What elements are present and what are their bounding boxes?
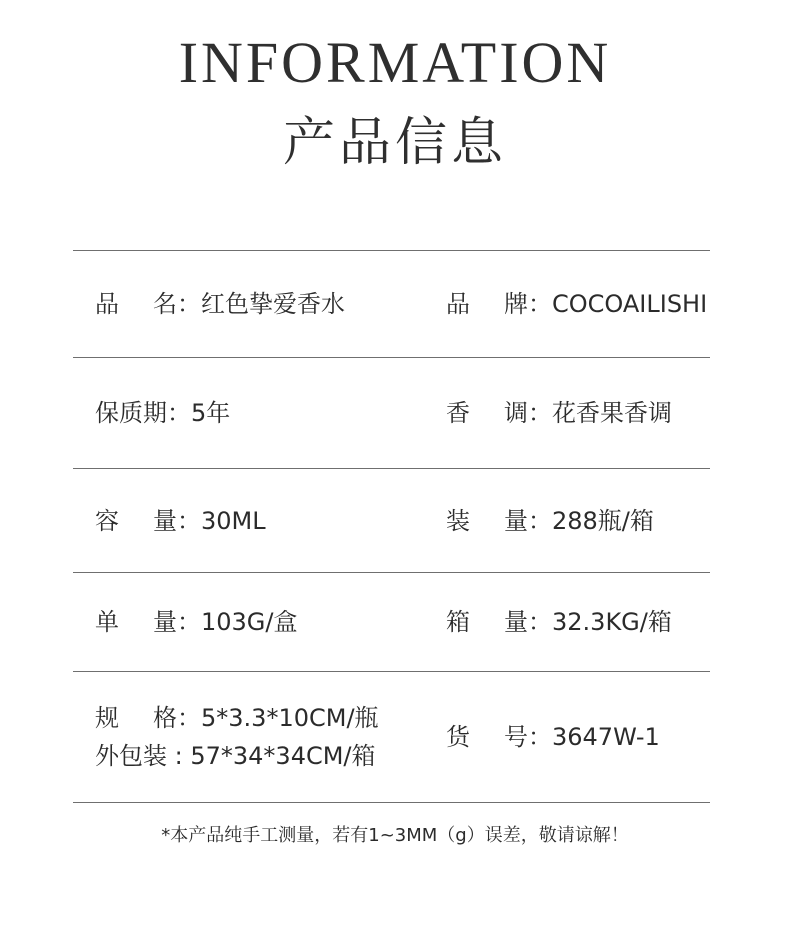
specification-value: 5*3.3*10CM/瓶: [201, 704, 379, 732]
label-char: 品: [95, 290, 119, 318]
label-char: 量: [504, 608, 528, 636]
scent-notes-value: 花香果香调: [552, 399, 672, 427]
label-char: 规: [95, 704, 119, 732]
volume-field: [95, 469, 266, 572]
brand-field: [446, 251, 707, 357]
colon: ：: [177, 704, 201, 732]
label-char: 品: [446, 290, 470, 318]
colon: ：: [528, 506, 552, 535]
item-number-label: [446, 718, 528, 756]
brand-label: [446, 285, 528, 323]
label-char: 调: [504, 399, 528, 427]
shelf-life-value: 5年: [191, 399, 231, 427]
colon: ：: [177, 608, 201, 636]
info-row-volume-packing: [73, 469, 710, 572]
measurement-disclaimer: *本产品纯手工测量，若有1~3MM（g）误差，敬请谅解！: [161, 825, 629, 846]
page-title-chinese: 产品信息: [282, 113, 507, 173]
colon: ：: [167, 399, 191, 427]
label-char: 香: [446, 399, 470, 427]
box-weight-field: [446, 573, 672, 671]
colon: ：: [528, 399, 552, 427]
unit-weight-value: 103G/盒: [201, 608, 298, 636]
label-char: 量: [153, 506, 177, 535]
colon: ：: [528, 723, 552, 751]
product-name-label: [95, 285, 177, 323]
label-char: 装: [446, 506, 470, 535]
page-title-english: INFORMATION: [178, 30, 612, 95]
divider: [73, 802, 710, 803]
label-char: 号: [504, 723, 528, 751]
volume-label: [95, 502, 177, 540]
product-name-field: [95, 251, 345, 357]
specification-field: [95, 672, 379, 802]
label-char: 货: [446, 723, 470, 751]
specification-label: [95, 699, 177, 737]
label-char: 量: [153, 608, 177, 636]
colon: ：: [528, 608, 552, 636]
info-row-spec-item-no: [73, 672, 710, 802]
product-name-value: 红色挚爱香水: [201, 290, 345, 318]
packing-quantity-label: [446, 502, 528, 540]
label-char: 箱: [446, 608, 470, 636]
item-number-value: 3647W-1: [552, 723, 660, 751]
box-weight-value: 32.3KG/箱: [552, 608, 672, 636]
box-weight-label: [446, 603, 528, 641]
label-char: 量: [504, 506, 528, 535]
label-char: 容: [95, 506, 119, 535]
info-row-shelf-life-notes: [73, 358, 710, 468]
scent-notes-field: [446, 358, 672, 468]
brand-value: COCOAILISHI: [552, 290, 708, 318]
colon: ：: [528, 290, 552, 318]
item-number-field: [446, 672, 660, 802]
product-info-table: [73, 250, 710, 803]
outer-packaging-text: 外包装 : 57*34*34CM/箱: [95, 742, 376, 770]
unit-weight-label: [95, 603, 177, 641]
packing-quantity-value: 288瓶/箱: [552, 506, 654, 535]
shelf-life-field: [95, 358, 230, 468]
label-char: 名: [153, 290, 177, 318]
volume-value: 30ML: [201, 506, 266, 535]
scent-notes-label: [446, 394, 528, 432]
colon: ：: [177, 290, 201, 318]
info-row-unit-box-weight: [73, 573, 710, 671]
shelf-life-label: 保质期: [95, 399, 167, 427]
label-char: 格: [153, 704, 177, 732]
label-char: 牌: [504, 290, 528, 318]
unit-weight-field: [95, 573, 298, 671]
colon: ：: [177, 506, 201, 535]
label-char: 单: [95, 608, 119, 636]
packing-quantity-field: [446, 469, 654, 572]
info-row-name-brand: [73, 251, 710, 357]
